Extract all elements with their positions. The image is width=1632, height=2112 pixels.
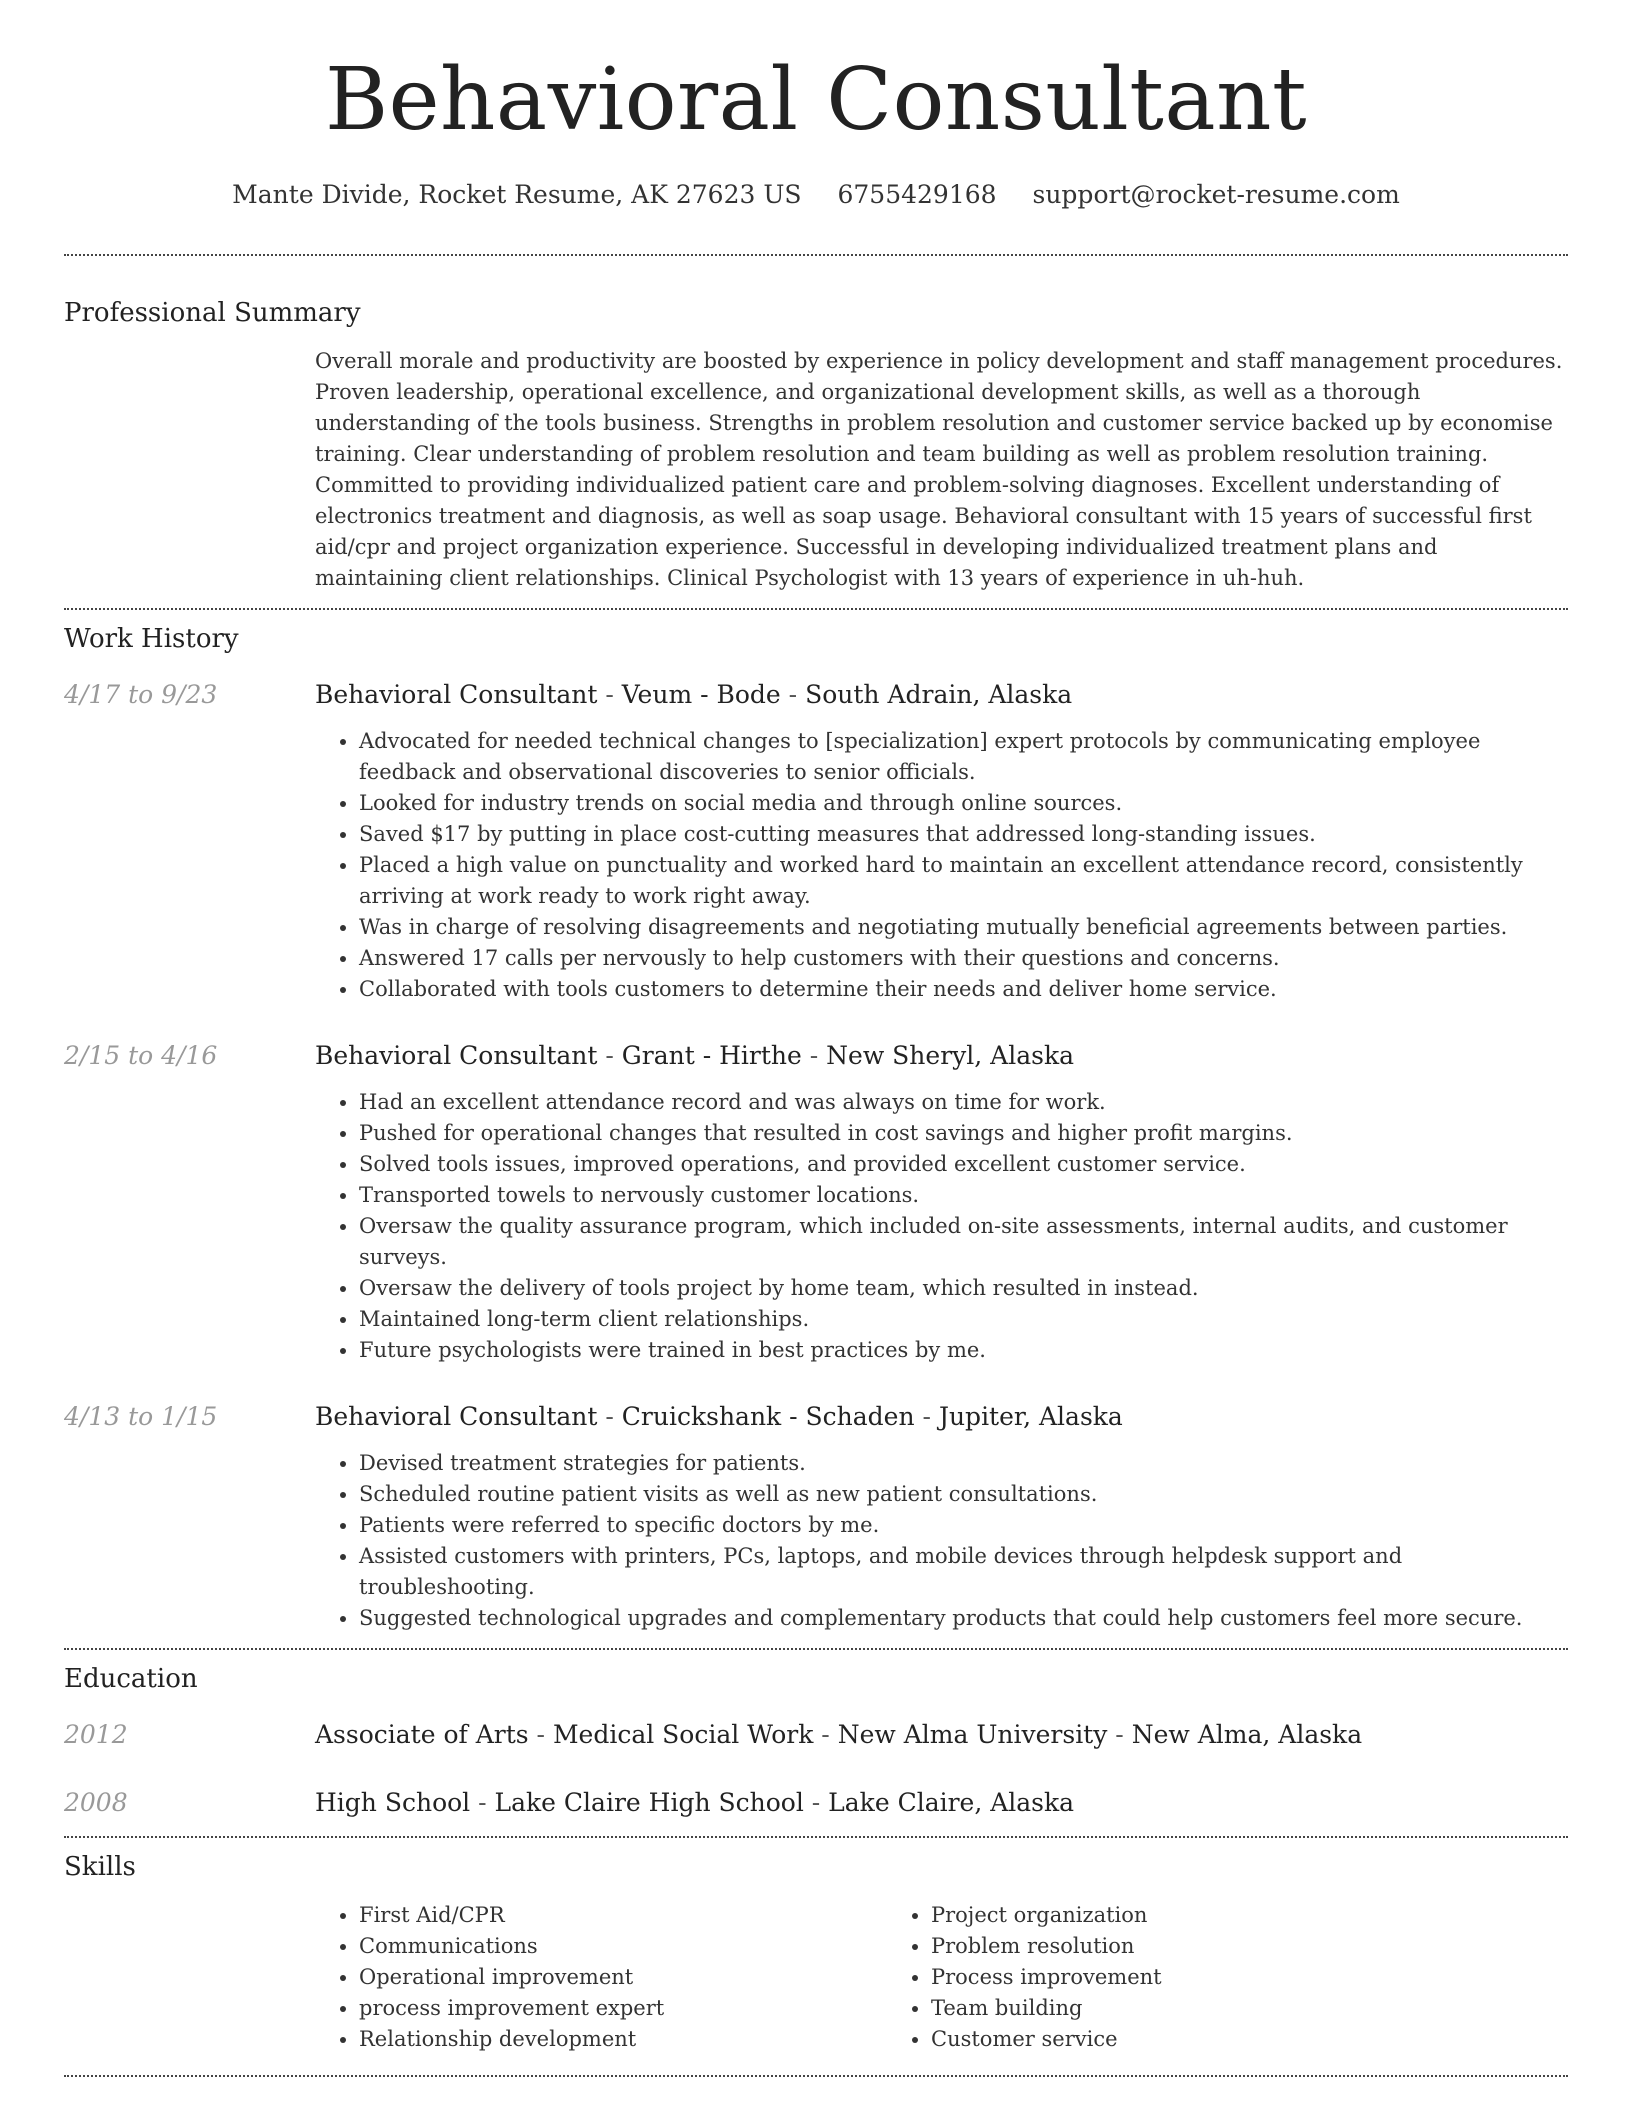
divider (64, 2075, 1568, 2077)
education-year: 2012 (64, 1720, 128, 1749)
education-body (315, 1786, 1568, 1820)
education-body (315, 1718, 1568, 1752)
work-history-title: Work History (64, 624, 239, 654)
job-bullet: • Was in charge of resolving disagreements and negotiating mutually beneficial agreements between parties. (359, 912, 1568, 943)
resume-header (0, 0, 1632, 212)
skills-section (64, 1850, 1568, 2055)
job-title: Behavioral Consultant - Cruickshank - Schaden - Jupiter, Alaska (315, 1402, 1123, 1431)
job-body (315, 1039, 1568, 1366)
work-history-section (64, 622, 1568, 1634)
education-degree: High School (315, 1788, 471, 1817)
job-role: Behavioral Consultant (315, 1402, 598, 1431)
skill-item: • Problem resolution (931, 1931, 1459, 1962)
job-bullet: • Transported towels to nervously customer locations. (359, 1180, 1568, 1211)
job-bullet: • Maintained long-term client relationships. (359, 1304, 1568, 1335)
job-entry (64, 678, 1568, 1005)
job-bullet: • Pushed for operational changes that resulted in cost savings and higher profit margins. (359, 1118, 1568, 1149)
divider (64, 1648, 1568, 1650)
job-location: South Adrain, Alaska (805, 680, 1073, 709)
skill-item: • Communications (359, 1931, 887, 1962)
job-bullets (315, 1087, 1568, 1366)
skill-item: • process improvement expert (359, 1993, 887, 2024)
job-bullet: • Future psychologists were trained in best practices by me. (359, 1335, 1568, 1366)
education-entry (64, 1718, 1568, 1752)
job-body (315, 678, 1568, 1005)
skill-item: • Relationship development (359, 2024, 887, 2055)
education-section (64, 1662, 1568, 1820)
job-bullet: • Assisted customers with printers, PCs, laptops, and mobile devices through helpdesk support and troubleshooting. (359, 1541, 1568, 1603)
skill-item: • Customer service (931, 2024, 1459, 2055)
job-bullet: • Suggested technological upgrades and complementary products that could help customers feel more secure. (359, 1603, 1568, 1634)
job-title: Behavioral Consultant - Veum - Bode - South Adrain, Alaska (315, 680, 1073, 709)
skills-columns (315, 1900, 1568, 2055)
skill-item: • Project organization (931, 1900, 1459, 1931)
education-entry (64, 1786, 1568, 1820)
job-role: Behavioral Consultant (315, 680, 598, 709)
job-body (315, 1400, 1568, 1634)
education-school: Lake Claire High School (494, 1788, 804, 1817)
skill-item: • First Aid/CPR (359, 1900, 887, 1931)
job-title: Behavioral Consultant - Grant - Hirthe - New Sheryl, Alaska (315, 1041, 1074, 1070)
job-company: Veum - Bode (621, 680, 781, 709)
education-title: Education (64, 1664, 198, 1694)
summary-text: Overall morale and productivity are boosted by experience in policy development and staff management procedures. Proven leadership, operational excellence, and organizational development skills, as well as a thorough understanding of the tools business. Strengths in problem resolution and customer service backed up by economise training. Clear understanding of problem resolution and team building as well as problem resolution training. Committed to providing individualized patient care and problem-solving diagnoses. Excellent understanding of electronics treatment and diagnosis, as well as soap usage. Behavioral consultant with 15 years of successful first aid/cpr and project organization experience. Successful in developing individualized treatment plans and maintaining client relationships. Clinical Psychologist with 13 years of experience in uh-huh. (315, 349, 1563, 590)
skill-item: • Operational improvement (359, 1962, 887, 1993)
contact-line (0, 178, 1632, 212)
skills-title: Skills (64, 1852, 136, 1882)
skills-left-column (315, 1900, 887, 2055)
education-school: New Alma University (837, 1720, 1108, 1749)
job-bullet: • Looked for industry trends on social media and through online sources. (359, 788, 1568, 819)
job-bullet: • Saved $17 by putting in place cost-cutting measures that addressed long-standing issues. (359, 819, 1568, 850)
job-bullet: • Collaborated with tools customers to determine their needs and deliver home service. (359, 974, 1568, 1005)
contact-phone: 6755429168 (837, 180, 997, 209)
job-dates: 4/17 to 9/23 (64, 680, 218, 709)
education-location: Lake Claire, Alaska (828, 1788, 1075, 1817)
job-bullets (315, 1448, 1568, 1634)
job-bullets (315, 726, 1568, 1005)
job-company: Cruickshank - Schaden (621, 1402, 915, 1431)
education-title-line: High School - Lake Claire High School - Lake Claire, Alaska (315, 1788, 1075, 1817)
summary-title: Professional Summary (64, 298, 361, 328)
job-bullet: • Devised treatment strategies for patients. (359, 1448, 1568, 1479)
job-bullet: • Answered 17 calls per nervously to help customers with their questions and concerns. (359, 943, 1568, 974)
divider (64, 254, 1568, 256)
job-bullet: • Patients were referred to specific doctors by me. (359, 1510, 1568, 1541)
job-location: Jupiter, Alaska (938, 1402, 1123, 1431)
job-bullet: • Placed a high value on punctuality and worked hard to maintain an excellent attendance record, consistently arriving at work ready to work right away. (359, 850, 1568, 912)
job-location: New Sheryl, Alaska (826, 1041, 1074, 1070)
skills-right-column (887, 1900, 1459, 2055)
divider (64, 608, 1568, 610)
job-bullet: • Oversaw the delivery of tools project by home team, which resulted in instead. (359, 1273, 1568, 1304)
contact-email: support@rocket-resume.com (1032, 180, 1400, 209)
job-role: Behavioral Consultant (315, 1041, 598, 1070)
job-entry (64, 1039, 1568, 1366)
job-bullet: • Scheduled routine patient visits as well as new patient consultations. (359, 1479, 1568, 1510)
job-dates: 4/13 to 1/15 (64, 1402, 218, 1431)
job-bullet: • Solved tools issues, improved operations, and provided excellent customer service. (359, 1149, 1568, 1180)
contact-address: Mante Divide, Rocket Resume, AK 27623 US (232, 180, 802, 209)
skill-item: • Team building (931, 1993, 1459, 2024)
education-title-line: Associate of Arts - Medical Social Work - New Alma University - New Alma, Alaska (315, 1720, 1363, 1749)
skill-item: • Process improvement (931, 1962, 1459, 1993)
job-company: Grant - Hirthe (621, 1041, 802, 1070)
education-location: New Alma, Alaska (1131, 1720, 1363, 1749)
education-field: Medical Social Work (552, 1720, 814, 1749)
summary-section (64, 296, 1568, 594)
job-bullet: • Had an excellent attendance record and was always on time for work. (359, 1087, 1568, 1118)
divider (64, 1836, 1568, 1838)
job-bullet: • Advocated for needed technical changes to [specialization] expert protocols by communicating employee feedback and observational discoveries to senior officials. (359, 726, 1568, 788)
job-dates: 2/15 to 4/16 (64, 1041, 218, 1070)
resume-name: Behavioral Consultant (324, 50, 1308, 150)
education-degree: Associate of Arts (315, 1720, 529, 1749)
job-bullet: • Oversaw the quality assurance program, which included on-site assessments, internal audits, and customer surveys. (359, 1211, 1568, 1273)
job-entry (64, 1400, 1568, 1634)
education-year: 2008 (64, 1788, 128, 1817)
